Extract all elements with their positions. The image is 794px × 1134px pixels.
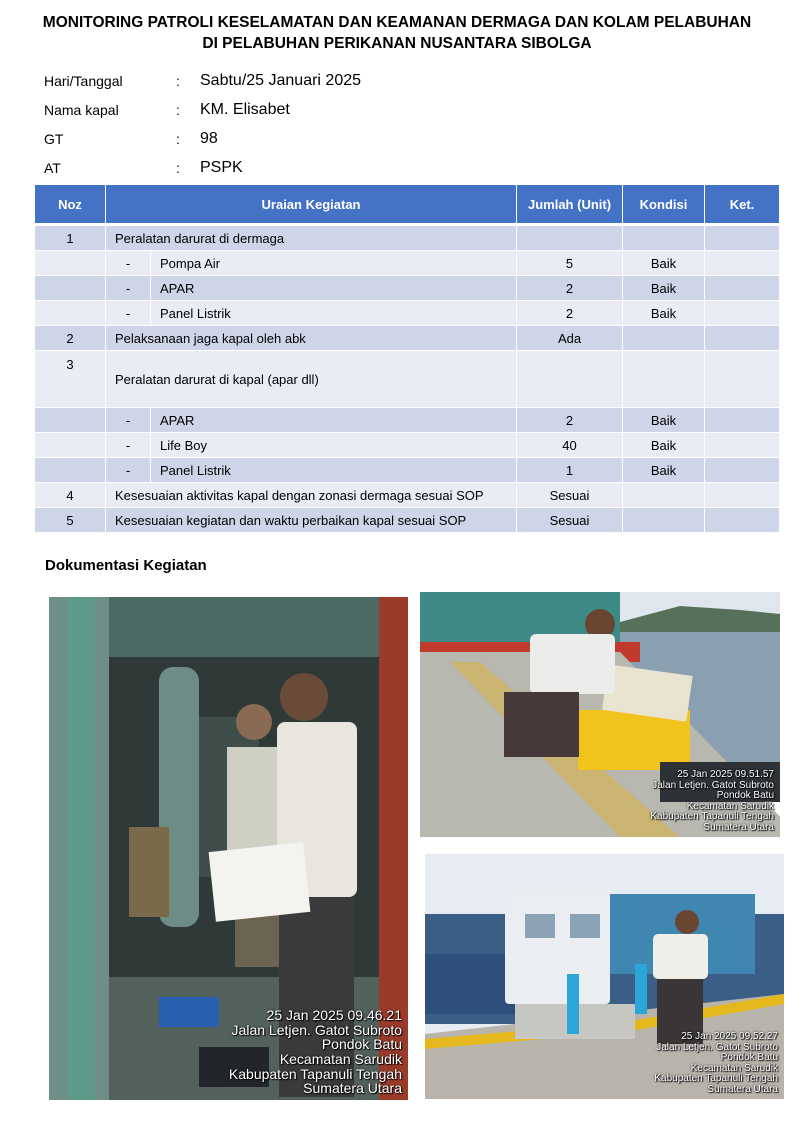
row-no: 1 <box>35 226 106 251</box>
info-row-ship <box>44 95 744 124</box>
row-kondisi <box>623 226 705 251</box>
row-ket <box>705 408 780 433</box>
row-no <box>35 251 106 276</box>
row-jumlah: 1 <box>517 458 623 483</box>
info-colon: : <box>176 101 180 118</box>
row-text: Peralatan darurat di dermaga <box>106 226 517 251</box>
info-value: PSPK <box>200 158 243 176</box>
title-line-2: DI PELABUHAN PERIKANAN NUSANTARA SIBOLGA <box>202 35 592 52</box>
row-dash: - <box>106 408 151 433</box>
info-row-gt <box>44 124 744 153</box>
row-no: 5 <box>35 508 106 533</box>
row-ket <box>705 301 780 326</box>
info-label: Nama kapal <box>44 101 119 118</box>
header-kondisi: Kondisi <box>623 185 705 226</box>
row-ket <box>705 433 780 458</box>
stamp-line: Pondok Batu <box>720 1052 778 1063</box>
table-row <box>35 276 780 301</box>
stamp-line: Sumatera Utara <box>707 1083 778 1095</box>
row-kondisi: Baik <box>623 433 705 458</box>
row-ket <box>705 326 780 351</box>
table-row <box>35 508 780 533</box>
table-header-row <box>35 185 780 226</box>
stamp-line: 25 Jan 2025 09.51.57 <box>677 769 774 780</box>
row-jumlah: 40 <box>517 433 623 458</box>
row-ket <box>705 351 780 408</box>
row-jumlah: Sesuai <box>517 508 623 533</box>
stamp-line: Kabupaten Tapanuli Tengah <box>654 1073 778 1084</box>
photo-stamp <box>229 1008 402 1096</box>
info-value: 98 <box>200 129 218 147</box>
row-jumlah <box>517 351 623 408</box>
row-text: APAR <box>151 408 517 433</box>
row-jumlah: Sesuai <box>517 483 623 508</box>
info-row-at <box>44 153 744 182</box>
info-row-date <box>44 66 744 95</box>
title-line-1: MONITORING PATROLI KESELAMATAN DAN KEAMANAN DERMAGA DAN KOLAM PELABUHAN <box>42 14 752 31</box>
row-text: Panel Listrik <box>151 301 517 326</box>
row-dash: - <box>106 301 151 326</box>
row-jumlah: 5 <box>517 251 623 276</box>
table-row <box>35 351 780 408</box>
photo-panel-inspection <box>425 854 784 1099</box>
info-colon: : <box>176 159 180 176</box>
row-kondisi <box>623 351 705 408</box>
row-text: Life Boy <box>151 433 517 458</box>
header-ket: Ket. <box>705 185 780 226</box>
stamp-line: Jalan Letjen. Gatot Subroto <box>656 1041 778 1053</box>
row-no <box>35 301 106 326</box>
row-no: 2 <box>35 326 106 351</box>
table-row <box>35 251 780 276</box>
row-dash: - <box>106 251 151 276</box>
info-value: Sabtu/25 Januari 2025 <box>200 71 362 89</box>
row-kondisi <box>623 326 705 351</box>
info-label: GT <box>44 130 64 147</box>
header-uraian: Uraian Kegiatan <box>106 185 517 226</box>
row-no <box>35 408 106 433</box>
stamp-line: Kecamatan Sarudik <box>690 1062 778 1074</box>
stamp-line: 25 Jan 2025 09.52.27 <box>681 1031 778 1042</box>
table-row <box>35 301 780 326</box>
table-row <box>35 326 780 351</box>
stamp-line: Pondok Batu <box>321 1036 402 1053</box>
header-jumlah: Jumlah (Unit) <box>517 185 623 226</box>
info-label: Hari/Tanggal <box>44 72 123 89</box>
row-ket <box>705 508 780 533</box>
row-ket <box>705 483 780 508</box>
row-ket <box>705 458 780 483</box>
row-no <box>35 458 106 483</box>
info-colon: : <box>176 130 180 147</box>
stamp-line: Sumatera Utara <box>303 1080 402 1097</box>
row-no: 4 <box>35 483 106 508</box>
row-ket <box>705 276 780 301</box>
row-no: 3 <box>35 351 106 408</box>
row-text: Kesesuaian kegiatan dan waktu perbaikan kapal sesuai SOP <box>106 508 517 533</box>
row-dash: - <box>106 458 151 483</box>
table-row <box>35 458 780 483</box>
row-jumlah: 2 <box>517 276 623 301</box>
photo-cabin-inspection <box>49 597 408 1100</box>
row-no <box>35 433 106 458</box>
table-row <box>35 226 780 251</box>
row-no <box>35 276 106 301</box>
row-jumlah: Ada <box>517 326 623 351</box>
row-kondisi <box>623 483 705 508</box>
row-jumlah: 2 <box>517 301 623 326</box>
info-label: AT <box>44 159 61 176</box>
stamp-line: 25 Jan 2025 09.46.21 <box>266 1006 402 1023</box>
row-text: Pelaksanaan jaga kapal oleh abk <box>106 326 517 351</box>
documentation-title: Dokumentasi Kegiatan <box>45 557 207 574</box>
row-kondisi: Baik <box>623 276 705 301</box>
row-text: Kesesuaian aktivitas kapal dengan zonasi dermaga sesuai SOP <box>106 483 517 508</box>
photo-dock-inspection <box>420 592 780 837</box>
stamp-line: Kabupaten Tapanuli Tengah <box>228 1065 402 1082</box>
table-row <box>35 433 780 458</box>
row-dash: - <box>106 276 151 301</box>
photo-stamp <box>650 770 774 833</box>
row-jumlah: 2 <box>517 408 623 433</box>
activity-table <box>35 185 780 533</box>
header-no: Noz <box>35 185 106 226</box>
row-jumlah <box>517 226 623 251</box>
table-row <box>35 483 780 508</box>
row-kondisi <box>623 508 705 533</box>
info-section <box>44 66 744 182</box>
stamp-line: Kabupaten Tapanuli Tengah <box>650 811 774 822</box>
row-dash: - <box>106 433 151 458</box>
stamp-line: Kecamatan Sarudik <box>279 1050 402 1067</box>
stamp-line: Jalan Letjen. Gatot Subroto <box>652 779 774 791</box>
table-row <box>35 408 780 433</box>
info-colon: : <box>176 72 180 89</box>
row-ket <box>705 251 780 276</box>
row-kondisi: Baik <box>623 301 705 326</box>
stamp-line: Jalan Letjen. Gatot Subroto <box>231 1021 402 1038</box>
row-text: Peralatan darurat di kapal (apar dll) <box>106 351 517 408</box>
row-text: APAR <box>151 276 517 301</box>
stamp-line: Kecamatan Sarudik <box>686 800 774 812</box>
row-kondisi: Baik <box>623 251 705 276</box>
row-ket <box>705 226 780 251</box>
row-kondisi: Baik <box>623 408 705 433</box>
stamp-line: Pondok Batu <box>716 790 774 801</box>
stamp-line: Sumatera Utara <box>703 821 774 833</box>
info-value: KM. Elisabet <box>200 100 290 118</box>
row-text: Pompa Air <box>151 251 517 276</box>
page-title <box>0 12 794 54</box>
photo-stamp <box>654 1032 778 1095</box>
row-text: Panel Listrik <box>151 458 517 483</box>
row-kondisi: Baik <box>623 458 705 483</box>
